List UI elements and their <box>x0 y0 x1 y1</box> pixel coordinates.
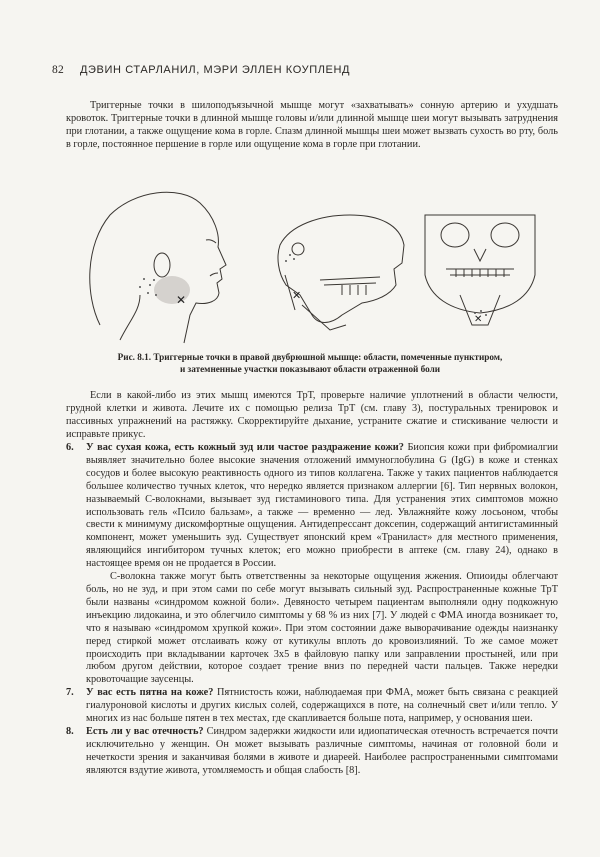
svg-text:✕: ✕ <box>474 314 483 325</box>
item-number: 8. <box>66 725 74 737</box>
svg-text:✕: ✕ <box>292 289 302 302</box>
paragraph-text: Если в какой-либо из этих мышц имеются ТрТ, проверьте наличие уплотнений в области челюсти, грудной клетки и живота. Лечите их с помощью релиза ТрТ (см. главу 3), постуральных тренировок и пассивных упражнений на растяжку. Скорректируйте дыхание, устраните сжатие и стискивание челюсти и исправьте прикус. <box>66 390 558 440</box>
item-question: Есть ли у вас отечность? <box>86 725 204 737</box>
item-question: У вас сухая кожа, есть кожный зуд или частое раздражение кожи? <box>86 442 404 453</box>
list-item-8 <box>66 726 558 778</box>
paragraph-after-figure <box>66 390 558 442</box>
item-text: Пятнистость кожи, наблюдаемая при ФМА, может быть связана с реакцией гиалуроновой кислоты и других кислых солей, содержащихся в поте, на солнечный свет и/или тепло. У многих из нас больше пятен в тех местах, где скапливается больше пота, например, у основания шеи. <box>86 687 558 725</box>
list-item-6 <box>66 442 558 687</box>
running-authors: ДЭВИН СТАРЛАНИЛ, МЭРИ ЭЛЛЕН КОУПЛЕНД <box>80 64 351 76</box>
item-text: Биопсия кожи при фибромиалгии выявляет значительно более высокие значения отложений иммуноглобулина G (IgG) в коже и стенках сосудов и более высокую реактивность одного из типов коллагена. Также у таких пациентов наблюдается большее количество тучных клеток, что нередко является признаком аллергии [6]. Тип нервных волокон, называемый С-волокнами, вызывает зуд гистаминового типа. Для устранения этих симптомов можно использовать гель «Псило бальзам», а также — временно — лед. Увлажняйте кожу лосьоном, чтобы свести к минимуму дискомфортные ощущения. Антидепрессант доксепин, содержащий антигистаминный компонент, может уменьшить зуд. Существует японский крем «Транилаcт» для местного применения, являющийся ингибитором тучных клеток; его можно приобрести в аптеке (см. главу 24), однако в настоящее время он не продается в России. <box>86 442 559 570</box>
referred-pain-area-head <box>139 276 190 307</box>
svg-text:✕: ✕ <box>176 293 187 307</box>
numbered-questions-list <box>66 442 558 778</box>
head-profile-illustration <box>90 192 226 343</box>
figure-digastric-trigger-points <box>80 185 550 345</box>
list-item-7 <box>66 687 558 726</box>
intro-paragraph <box>66 100 558 152</box>
intro-text: Триггерные точки в шилоподъязычной мышце могут «захватывать» сонную артерию и ухудшать кровоток. Триггерные точки в длинной мышце головы и/или длинной мышце шеи могут вызывать затруднения при глотании, а также ощущение кома в горле. Спазм длинной мышцы шеи может вызвать сухость во рту, боль в горле, постоянное першение в горле или ощущение кома в горле при глотании. <box>66 100 558 150</box>
page-number: 82 <box>52 64 65 76</box>
item-extra-text: С-волокна также могут быть ответственны за некоторые ощущения жжения. Опиоиды облегчают боль, но не зуд, и при этом сами по себе могут вызывать сильный зуд. Распространенные кожные ТрТ были названы «синдромом кожной боли». Девяносто четырем пациентам выполняли одну подкожную инъекцию лидокаина, и это облегчило симптомы у 68 % из них [7]. У людей с ФМА иногда возникает то, что я называю «синдромом хрупкой кожи». При этом состоянии даже выворачивание одежды наизнанку перед стиркой может отслаивать кожу от кутикулы вплоть до кровоизлияний. То же самое может происходить при вкладывании карточек 3x5 в файловую папку или заправлении простыней, или при любом другом действии, которое создает трение вниз по передней части пальцев. Также нередки кровоточащие заусенцы. <box>86 571 558 686</box>
item-text: Синдром задержки жидкости или идиопатическая отечность встречается почти исключительно у женщин. Он может вызывать различные симптомы, начиная от головной боли и нечеткости зрения и заканчивая болями в животе и диареей. Наиболее распространенными симптомами являются вздутие живота, утомляемость и общая слабость [8]. <box>86 725 558 776</box>
item-number: 6. <box>66 442 74 453</box>
trigger-point-skull-lateral <box>285 254 301 302</box>
caption-line-2: и затемненные участки показывают области отраженной боли <box>179 364 441 374</box>
item-number: 7. <box>66 687 74 699</box>
figure-caption <box>110 351 510 375</box>
caption-line-1: Рис. 8.1. Триггерные точки в правой двубрюшной мышце: области, помеченные пунктиром, <box>117 352 503 362</box>
skull-lateral-illustration <box>278 215 404 330</box>
skull-frontal-illustration <box>425 215 535 325</box>
item-question: У вас есть пятна на коже? <box>86 687 214 699</box>
